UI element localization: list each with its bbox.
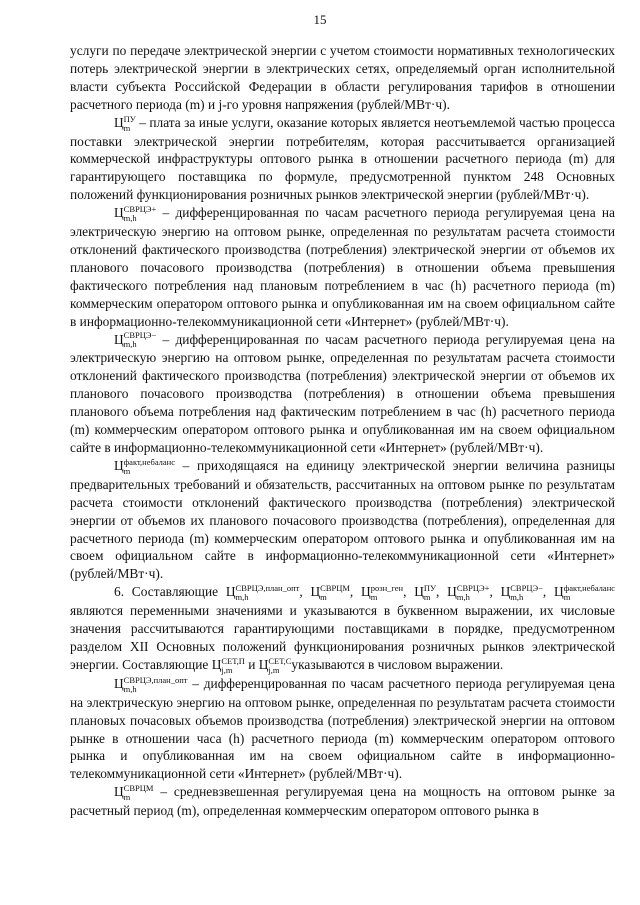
- paragraph-continued: услуги по передаче электрической энергии с учетом стоимости нормативных технологических потерь электрической энергии в электрических сетях, определяемый орган исполнительной власти субъекта Российской Федерации в области регулирования тарифов в отношении расчетного периода (m) и j-го уровня напряжения (рублей/МВт·ч).: [70, 43, 615, 112]
- symbol-c-fakt-nebalans: Ц факт,небаланс m: [114, 456, 175, 476]
- paragraph-svrcm: Ц СВРЦМ m – средневзвешенная регулируемая цена на мощность на оптовом рынке за расчетный период (m), определенная коммерческим оператором оптового рынка в: [70, 783, 615, 819]
- page-number: 15: [313, 12, 327, 27]
- document-body: [70, 42, 615, 820]
- symbol-c-svrce-plus-2: Ц СВРЦЭ+ m,h: [447, 583, 490, 603]
- symbol-c-pu-2: Ц ПУ m: [414, 583, 437, 603]
- paragraph-svrce-minus: Ц СВРЦЭ− m,h – дифференцированная по часам расчетного периода регулируемая цена на электрическую энергию на оптовом рынке, определенная по результатам расчета стоимости отклонений фактического производства (потребления) электрической энергии от объемов их планового почасового производства (потребления) в отношении объема превышения планового объема потребления над фактическим потреблением в час (h) расчетного периода (m) коммерческим оператором оптового рынка и опубликованная им на своем официальном сайте в информационно-телекоммуникационной сети «Интернет» (рублей/МВт·ч).: [70, 330, 615, 455]
- symbol-c-rozn-gen: Ц розн_ген m: [361, 583, 404, 603]
- symbol-c-svrce-plan-opt-def: Ц СВРЦЭ,план_опт m,h: [114, 674, 188, 694]
- symbol-c-svrcm-def: Ц СВРЦМ m: [114, 783, 154, 803]
- paragraph-pu: Ц ПУ m – плата за иные услуги, оказание которых является неотъемлемой частью процесса поставки электрической энергии потребителям, которая рассчитывается организацией коммерческой инфраструктуры оптового рынка в отношении расчетного периода (m) для гарантирующего поставщика по формуле, предусмотренной пунктом 248 Основных положений функционирования розничных рынков электрической энергии (рублей/МВт·ч).: [70, 113, 615, 203]
- symbol-c-svrce-plan-opt: Ц СВРЦЭ,план_опт m,h: [225, 583, 300, 603]
- paragraph-svrce-plus: Ц СВРЦЭ+ m,h – дифференцированная по часам расчетного периода регулируемая цена на электрическую энергию на оптовом рынке, определенная по результатам расчета стоимости отклонений фактического производства (потребления) электрической энергии от объемов их планового почасового производства (потребления) в отношении объема превышения фактического потребления над плановым потреблением в час (h) расчетного периода (m) коммерческим оператором оптового рынка и опубликованная им на своем официальном сайте в информационно-телекоммуникационной сети «Интернет» (рублей/МВт·ч).: [70, 204, 615, 329]
- symbol-c-svrce-minus-2: Ц СВРЦЭ− m,h: [500, 583, 543, 603]
- paragraph-svrce-plan-opt: Ц СВРЦЭ,план_опт m,h – дифференцированная по часам расчетного периода регулируемая цена на электрическую энергию на оптовом рынке, определенная по результатам расчета стоимости плановых почасовых объемов производства (потребления) электрической энергии на оптовом рынке в отношении часа (h) расчетного периода (m) коммерческим оператором оптового рынка и опубликованная им на своем официальном сайте в информационно-телекоммуникационной сети «Интернет» (рублей/МВт·ч).: [70, 674, 615, 782]
- paragraph-fakt-nebalans: Ц факт,небаланс m – приходящаяся на единицу электрической энергии величина разницы предварительных требований и обязательств, рассчитанных на оптовом рынке по результатам расчета стоимости отклонений фактического производства (потребления) электрической энергии от объемов их планового почасового производства (потребления), определенная для расчетного периода (m) коммерческим оператором оптового рынка и опубликованная им на своем официальном сайте в информационно-телекоммуникационной сети «Интернет» (рублей/МВт·ч).: [70, 456, 615, 582]
- symbol-c-fakt-nebalans-2: Ц факт,небаланс m: [554, 583, 616, 603]
- symbol-c-set-s: Ц СЕТ,С j,m: [258, 655, 292, 675]
- symbol-c-set-p: Ц СЕТ,П j,m: [211, 655, 245, 675]
- symbol-c-pu: Ц ПУ m: [114, 113, 136, 133]
- symbol-c-svrcm: Ц СВРЦМ m: [310, 583, 350, 603]
- symbol-c-svrce-minus: Ц СВРЦЭ− m,h: [114, 330, 157, 350]
- paragraph-item-6: 6. Составляющие Ц СВРЦЭ,план_опт m,h , Ц СВРЦМ m , Ц розн_ген m , Ц ПУ m , Ц СВРЦЭ+ m,h , Ц СВРЦЭ− m,h , Ц факт,небаланс m являются переменными значениями и указываются в буквенном выражении, их числовые значения рассчитываются гарантирующими поставщиками в порядке, предусмотренном разделом XII Основных положений функционирования розничных рынков электрической энергии. Составляющие Ц СЕТ,П j,m и Ц СЕТ,С j,m указываются в числовом выражении.: [70, 583, 616, 675]
- symbol-c-svrce-plus: Ц СВРЦЭ+ m,h: [114, 204, 157, 224]
